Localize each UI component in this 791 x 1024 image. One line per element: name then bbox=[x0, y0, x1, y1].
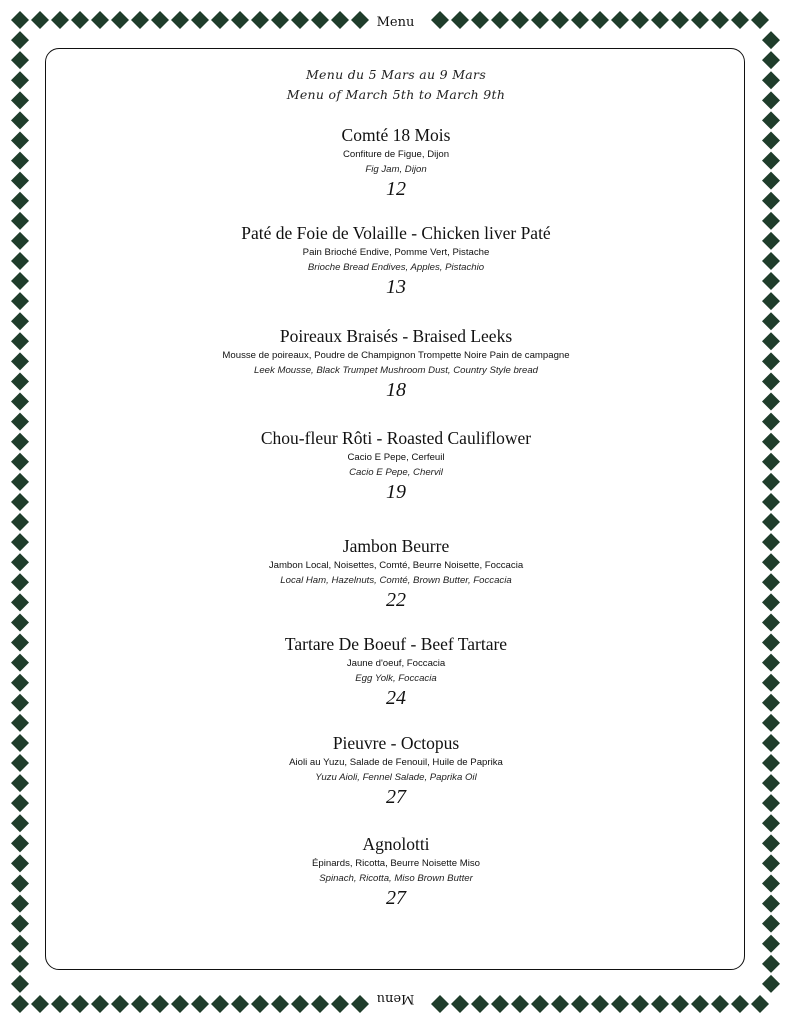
border-diamond bbox=[11, 915, 29, 933]
border-diamond bbox=[762, 573, 780, 591]
menu-item bbox=[46, 535, 746, 611]
border-diamond bbox=[11, 212, 29, 230]
border-diamond bbox=[762, 393, 780, 411]
border-diamond bbox=[762, 473, 780, 491]
border-diamond bbox=[11, 292, 29, 310]
item-name: Comté 18 Mois bbox=[341, 125, 451, 145]
border-diamond bbox=[11, 192, 29, 210]
heading-line-english: Menu of March 5th to March 9th bbox=[286, 87, 506, 102]
menu-item bbox=[46, 732, 746, 808]
border-diamond bbox=[11, 71, 29, 89]
border-diamond bbox=[762, 332, 780, 350]
border-diamond bbox=[762, 955, 780, 973]
border-diamond bbox=[762, 714, 780, 732]
border-diamond bbox=[762, 453, 780, 471]
border-diamond bbox=[11, 332, 29, 350]
border-diamond bbox=[762, 152, 780, 170]
border-diamond bbox=[11, 31, 29, 49]
item-name: Pieuvre - Octopus bbox=[332, 733, 460, 753]
item-description-french: Épinards, Ricotta, Beurre Noisette Miso bbox=[312, 858, 480, 869]
border-diamond bbox=[11, 634, 29, 652]
border-diamond bbox=[11, 593, 29, 611]
border-diamond bbox=[11, 714, 29, 732]
border-diamond bbox=[762, 875, 780, 893]
border-diamond bbox=[11, 131, 29, 149]
menu-card bbox=[45, 48, 745, 970]
border-diamond bbox=[762, 292, 780, 310]
border-diamond bbox=[11, 513, 29, 531]
item-description-english: Fig Jam, Dijon bbox=[365, 164, 427, 175]
border-diamond bbox=[11, 152, 29, 170]
border-diamond bbox=[11, 834, 29, 852]
border-diamond bbox=[11, 553, 29, 571]
border-diamond bbox=[762, 915, 780, 933]
border-diamond bbox=[762, 935, 780, 953]
border-diamond bbox=[762, 814, 780, 832]
border-diamond bbox=[11, 654, 29, 672]
top-menu-label bbox=[0, 15, 791, 31]
bottom-menu-text: Menu bbox=[369, 991, 423, 1006]
border-diamond bbox=[762, 694, 780, 712]
item-description-french: Jaune d'oeuf, Foccacia bbox=[346, 658, 446, 669]
border-diamond bbox=[11, 352, 29, 370]
border-diamond bbox=[762, 774, 780, 792]
border-diamond bbox=[11, 754, 29, 772]
item-price: 27 bbox=[386, 887, 406, 909]
border-diamond bbox=[11, 533, 29, 551]
border-diamond bbox=[11, 232, 29, 250]
border-diamond bbox=[11, 433, 29, 451]
border-diamond bbox=[11, 172, 29, 190]
border-diamond bbox=[762, 553, 780, 571]
border-diamond bbox=[11, 774, 29, 792]
item-price: 27 bbox=[386, 786, 406, 808]
border-diamond bbox=[762, 794, 780, 812]
border-diamond bbox=[11, 252, 29, 270]
border-diamond bbox=[11, 272, 29, 290]
border-diamond bbox=[11, 573, 29, 591]
border-diamond bbox=[762, 232, 780, 250]
border-diamond bbox=[11, 935, 29, 953]
border-diamond bbox=[11, 393, 29, 411]
item-price: 24 bbox=[386, 687, 406, 709]
menu-item bbox=[46, 633, 746, 709]
heading-line-french: Menu du 5 Mars au 9 Mars bbox=[305, 67, 487, 82]
item-name: Paté de Foie de Volaille - Chicken liver Paté bbox=[241, 223, 551, 243]
border-diamond bbox=[11, 694, 29, 712]
item-description-french: Pain Brioché Endive, Pomme Vert, Pistache bbox=[302, 247, 490, 258]
menu-item bbox=[46, 124, 746, 200]
border-diamond bbox=[762, 131, 780, 149]
border-diamond bbox=[762, 372, 780, 390]
item-price: 12 bbox=[386, 178, 406, 200]
item-description-french: Aioli au Yuzu, Salade de Fenouil, Huile de Paprika bbox=[289, 757, 503, 768]
item-price: 18 bbox=[386, 379, 406, 401]
item-description-french: Jambon Local, Noisettes, Comté, Beurre Noisette, Foccacia bbox=[268, 560, 524, 571]
item-price: 13 bbox=[386, 276, 406, 298]
border-diamond bbox=[762, 433, 780, 451]
border-diamond bbox=[762, 312, 780, 330]
border-diamond bbox=[11, 111, 29, 129]
border-diamond bbox=[11, 453, 29, 471]
border-diamond bbox=[11, 413, 29, 431]
item-name: Tartare De Boeuf - Beef Tartare bbox=[284, 634, 508, 654]
item-description-english: Leek Mousse, Black Trumpet Mushroom Dust, Country Style bread bbox=[253, 365, 539, 376]
border-diamond bbox=[762, 513, 780, 531]
border-diamond bbox=[11, 814, 29, 832]
border-diamond bbox=[762, 212, 780, 230]
border-diamond bbox=[11, 493, 29, 511]
border-diamond bbox=[11, 613, 29, 631]
border-diamond bbox=[762, 51, 780, 69]
border-diamond bbox=[11, 794, 29, 812]
border-diamond bbox=[762, 854, 780, 872]
border-diamond bbox=[762, 192, 780, 210]
border-diamond bbox=[762, 71, 780, 89]
border-diamond bbox=[11, 955, 29, 973]
border-diamond bbox=[762, 895, 780, 913]
item-description-english: Yuzu Aioli, Fennel Salade, Paprika Oil bbox=[315, 772, 477, 783]
border-diamond bbox=[762, 352, 780, 370]
border-diamond bbox=[762, 674, 780, 692]
item-description-english: Brioche Bread Endives, Apples, Pistachio bbox=[307, 262, 485, 273]
menu-item bbox=[46, 325, 746, 401]
item-description-english: Local Ham, Hazelnuts, Comté, Brown Butter, Foccacia bbox=[280, 575, 512, 586]
border-diamond bbox=[11, 734, 29, 752]
border-diamond bbox=[762, 31, 780, 49]
border-diamond bbox=[11, 854, 29, 872]
border-diamond bbox=[762, 634, 780, 652]
item-name: Poireaux Braisés - Braised Leeks bbox=[279, 326, 513, 346]
border-diamond bbox=[762, 754, 780, 772]
menu-item bbox=[46, 833, 746, 909]
item-price: 19 bbox=[386, 481, 406, 503]
item-price: 22 bbox=[386, 589, 406, 611]
border-diamond bbox=[11, 312, 29, 330]
border-diamond bbox=[11, 674, 29, 692]
menu-item bbox=[46, 222, 746, 298]
item-description-french: Cacio E Pepe, Cerfeuil bbox=[347, 452, 445, 463]
border-diamond bbox=[762, 111, 780, 129]
item-description-english: Egg Yolk, Foccacia bbox=[355, 673, 437, 684]
item-name: Jambon Beurre bbox=[342, 536, 450, 556]
border-diamond bbox=[762, 834, 780, 852]
border-diamond bbox=[762, 593, 780, 611]
border-diamond bbox=[762, 613, 780, 631]
bottom-menu-label bbox=[0, 990, 791, 1006]
border-diamond bbox=[762, 493, 780, 511]
border-diamond bbox=[11, 372, 29, 390]
item-name: Chou-fleur Rôti - Roasted Cauliflower bbox=[260, 428, 532, 448]
border-diamond bbox=[762, 91, 780, 109]
border-diamond bbox=[762, 533, 780, 551]
border-diamond bbox=[11, 51, 29, 69]
border-diamond bbox=[762, 654, 780, 672]
item-description-french: Mousse de poireaux, Poudre de Champignon Trompette Noire Pain de campagne bbox=[222, 350, 570, 361]
border-diamond bbox=[762, 413, 780, 431]
item-description-french: Confiture de Figue, Dijon bbox=[342, 149, 450, 160]
border-diamond bbox=[762, 252, 780, 270]
menu-item bbox=[46, 427, 746, 503]
border-diamond bbox=[762, 172, 780, 190]
border-diamond bbox=[11, 91, 29, 109]
border-diamond bbox=[11, 895, 29, 913]
item-description-english: Cacio E Pepe, Chervil bbox=[349, 467, 443, 478]
border-diamond bbox=[11, 875, 29, 893]
item-description-english: Spinach, Ricotta, Miso Brown Butter bbox=[319, 873, 473, 884]
border-diamond bbox=[11, 473, 29, 491]
item-name: Agnolotti bbox=[362, 834, 430, 854]
border-diamond bbox=[762, 272, 780, 290]
top-menu-text: Menu bbox=[369, 15, 423, 30]
border-diamond bbox=[762, 734, 780, 752]
